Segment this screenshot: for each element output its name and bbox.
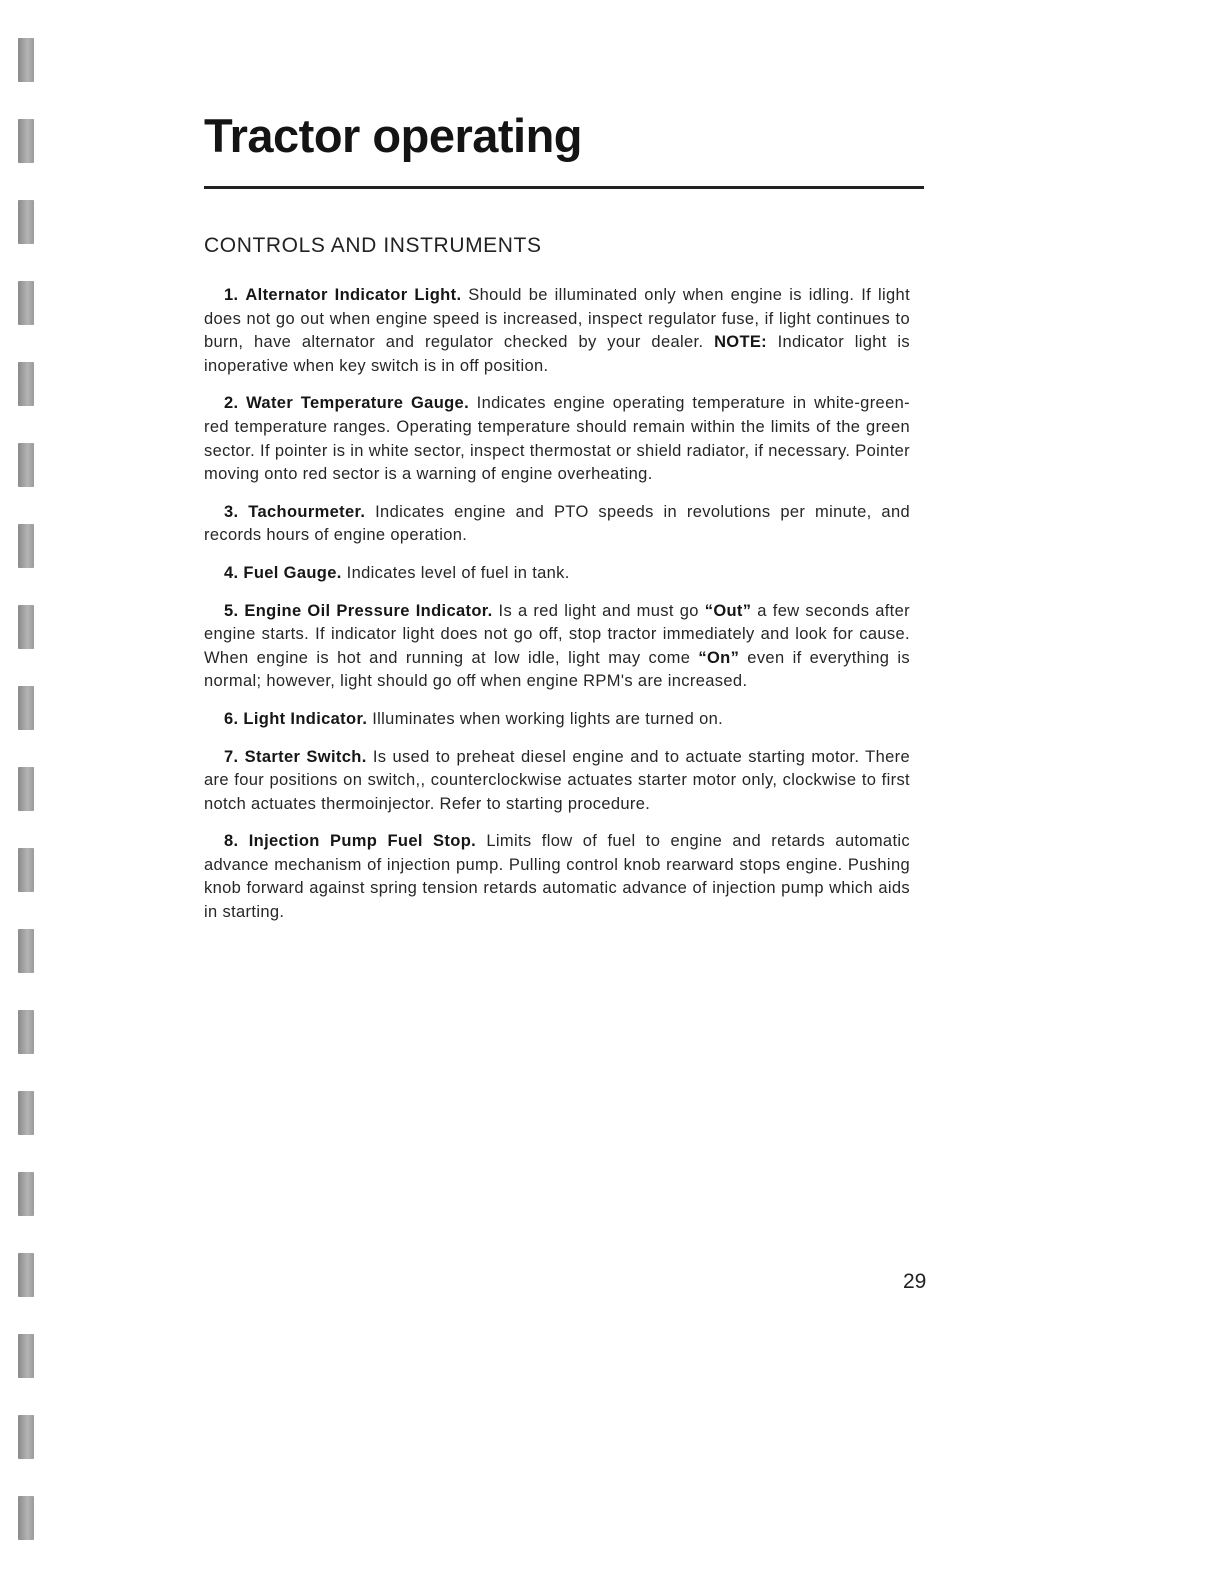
- item-term: Starter Switch.: [244, 747, 367, 766]
- emphasis-on: “On”: [698, 648, 740, 667]
- item-text: Indicates level of fuel in tank.: [341, 563, 570, 582]
- list-item-starter-switch: [204, 746, 910, 817]
- item-term: Alternator Indicator Light.: [245, 286, 462, 304]
- binding-hole: [18, 119, 34, 163]
- item-number: 7.: [224, 747, 239, 766]
- item-term: Tachourmeter.: [248, 502, 366, 521]
- item-text: a few seconds after engine starts. If indicator light does not go off, stop tractor immediately and look for cause. When engine is hot and running at low idle, light may come: [204, 601, 910, 667]
- item-number: 2.: [224, 394, 239, 413]
- list-item-engine-oil-pressure-indicator: [204, 600, 910, 694]
- item-number: 5.: [224, 601, 239, 620]
- item-number: 4.: [224, 563, 239, 582]
- item-text: Illuminates when working lights are turned on.: [367, 709, 724, 728]
- binding-hole: [18, 281, 34, 325]
- binding-hole: [18, 1334, 34, 1378]
- binding-hole: [18, 929, 34, 973]
- list-item-fuel-gauge: [204, 562, 910, 586]
- item-text: Indicates engine and PTO speeds in revolutions per minute, and records hours of engine operation.: [204, 502, 910, 545]
- item-term: Fuel Gauge.: [243, 563, 342, 582]
- section-heading: CONTROLS AND INSTRUMENTS: [204, 234, 542, 257]
- binding-hole: [18, 38, 34, 82]
- title-divider: [204, 186, 924, 189]
- binding-hole: [18, 1010, 34, 1054]
- item-text: even if everything is normal; however, light should go off when engine RPM's are increased.: [204, 648, 910, 691]
- binding-hole: [18, 1415, 34, 1459]
- binding-hole: [18, 1091, 34, 1135]
- item-text: Is used to preheat diesel engine and to actuate starting motor. There are four positions on switch,, counterclockwise actuates starter motor only, clockwise to first notch actuates thermoinjector. Refer to starting procedure.: [204, 747, 911, 813]
- binding-hole: [18, 686, 34, 730]
- list-item-water-temperature-gauge: [204, 392, 910, 486]
- page-number: 29: [903, 1270, 927, 1293]
- item-number: 1.: [224, 286, 239, 304]
- item-text: Limits flow of fuel to engine and retards automatic advance mechanism of injection pump. Pulling control knob rearward stops engine. Pushing knob forward against spring tension retards automatic advance of injection pump which aids in starting.: [204, 832, 910, 922]
- binding-hole: [18, 524, 34, 568]
- item-text: Indicates engine operating temperature in white-green-red temperature ranges. Operating temperature should remain within the limits of the green sector. If pointer is in white sector, inspect thermostat or shield radiator, if necessary. Pointer moving onto red sector is a warning of engine overheating.: [204, 394, 910, 484]
- emphasis-out: “Out”: [704, 601, 752, 620]
- binding-hole: [18, 767, 34, 811]
- list-item-tachourmeter: [204, 501, 910, 548]
- page-title: Tractor operating: [204, 109, 583, 162]
- instrument-list: [204, 284, 910, 939]
- list-item-alternator-indicator-light: [204, 284, 910, 378]
- item-number: 8.: [224, 832, 239, 851]
- note-label: NOTE:: [714, 333, 767, 352]
- binding-hole: [18, 362, 34, 406]
- note-text: Indicator light is inoperative when key switch is in off position.: [204, 333, 910, 375]
- binding-hole: [18, 1253, 34, 1297]
- item-term: Water Temperature Gauge.: [246, 394, 470, 413]
- spiral-binding: [18, 0, 38, 1584]
- binding-hole: [18, 200, 34, 244]
- list-item-injection-pump-fuel-stop: [204, 830, 910, 924]
- item-text: Should be illuminated only when engine is idling. If light does not go out when engine speed is increased, inspect regulator fuse, if light continues to burn, have alternator and regulator checked by your dealer.: [204, 286, 910, 352]
- item-number: 6.: [224, 709, 239, 728]
- item-text: Is a red light and must go: [492, 601, 705, 620]
- item-term: Injection Pump Fuel Stop.: [248, 832, 477, 851]
- item-term: Light Indicator.: [243, 709, 368, 728]
- item-number: 3.: [224, 502, 239, 521]
- list-item-light-indicator: [204, 708, 910, 732]
- binding-hole: [18, 1172, 34, 1216]
- binding-hole: [18, 848, 34, 892]
- item-term: Engine Oil Pressure Indicator.: [244, 601, 493, 620]
- binding-hole: [18, 1496, 34, 1540]
- binding-hole: [18, 605, 34, 649]
- binding-hole: [18, 443, 34, 487]
